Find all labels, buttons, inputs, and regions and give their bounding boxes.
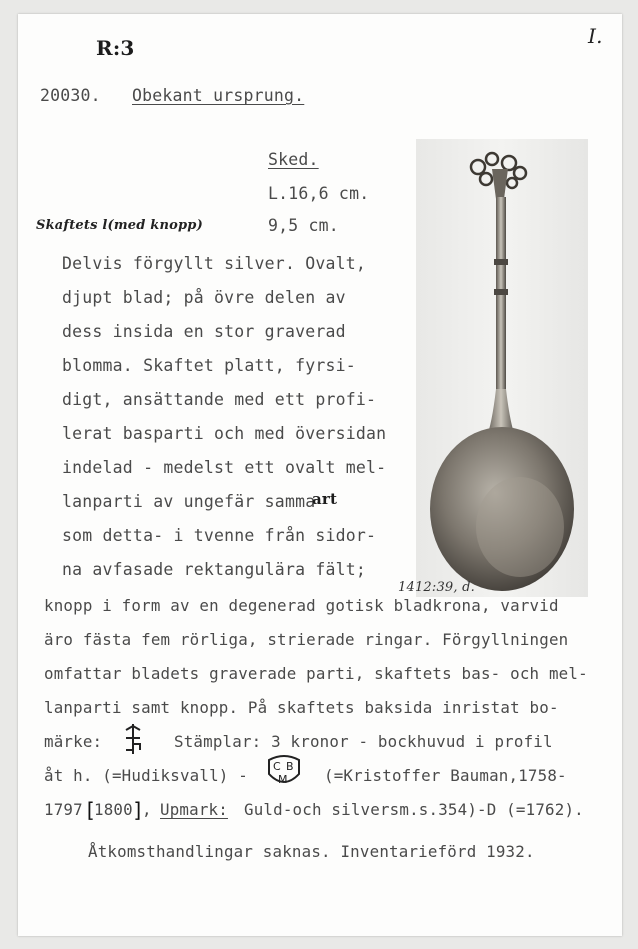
description-line: äro fästa fem rörliga, strierade ringar. Förgyllningen — [44, 630, 569, 649]
maker-mark-letter: B — [286, 760, 294, 773]
maker-mark-letter: C — [273, 760, 281, 773]
handwritten-insert: art — [312, 490, 338, 508]
bracket-open: [ — [84, 798, 97, 822]
marks-prefix: märke: — [44, 732, 103, 751]
comma: , — [142, 800, 152, 819]
maker-mark-icon — [264, 752, 304, 792]
description-line: som detta- i tvenne från sidor- — [62, 526, 377, 545]
bowl-length: 9,5 cm. — [268, 216, 339, 235]
origin-heading: Obekant ursprung. — [132, 86, 305, 105]
house-mark-icon — [122, 722, 144, 756]
photo-caption: 1412:39, d. — [398, 580, 475, 595]
hudiksvall-text: åt h. (=Hudiksvall) - — [44, 766, 248, 785]
year-start: 1797 — [44, 800, 83, 819]
inventory-number: 20030. — [40, 86, 101, 105]
bracket-year: 1800 — [94, 800, 133, 819]
object-name: Sked. — [268, 150, 319, 169]
description-line: Delvis förgyllt silver. Ovalt, — [62, 254, 367, 273]
description-line: omfattar bladets graverade parti, skaftets bas- och mel- — [44, 664, 588, 683]
stamps-text: Stämplar: 3 kronor - bockhuvud i profil — [174, 732, 553, 751]
description-line: na avfasade rektangulära fält; — [62, 560, 367, 579]
ref-code: R:3 — [96, 36, 135, 60]
maker-mark-letter: M — [278, 773, 288, 786]
maker-text: (=Kristoffer Bauman,1758- — [324, 766, 567, 785]
upmark-label: Upmark: — [160, 800, 228, 819]
catalog-card — [18, 14, 622, 936]
footer-note: Åtkomsthandlingar saknas. Inventarieförd 1932. — [88, 842, 535, 861]
object-length: L.16,6 cm. — [268, 184, 370, 203]
bracket-close: ] — [132, 798, 145, 822]
spoon-icon — [416, 139, 588, 597]
description-line: indelad - medelst ett ovalt mel- — [62, 458, 387, 477]
description-line: knopp i form av en degenerad gotisk bladkrona, varvid — [44, 596, 559, 615]
description-line: blomma. Skaftet platt, fyrsi- — [62, 356, 356, 375]
spoon-photo — [416, 139, 588, 597]
bowl-note: Skaftets l(med knopp) — [36, 218, 203, 233]
description-line: lanparti samt knopp. På skaftets baksida inristat bo- — [44, 698, 559, 717]
page-mark: I. — [588, 24, 603, 48]
reference-text: Guld-och silversm.s.354)-D (=1762). — [244, 800, 584, 819]
description-line: lanparti av ungefär samma — [62, 492, 316, 511]
description-line: digt, ansättande med ett profi- — [62, 390, 377, 409]
description-line: dess insida en stor graverad — [62, 322, 346, 341]
description-line: djupt blad; på övre delen av — [62, 288, 346, 307]
description-line: lerat basparti och med översidan — [62, 424, 387, 443]
